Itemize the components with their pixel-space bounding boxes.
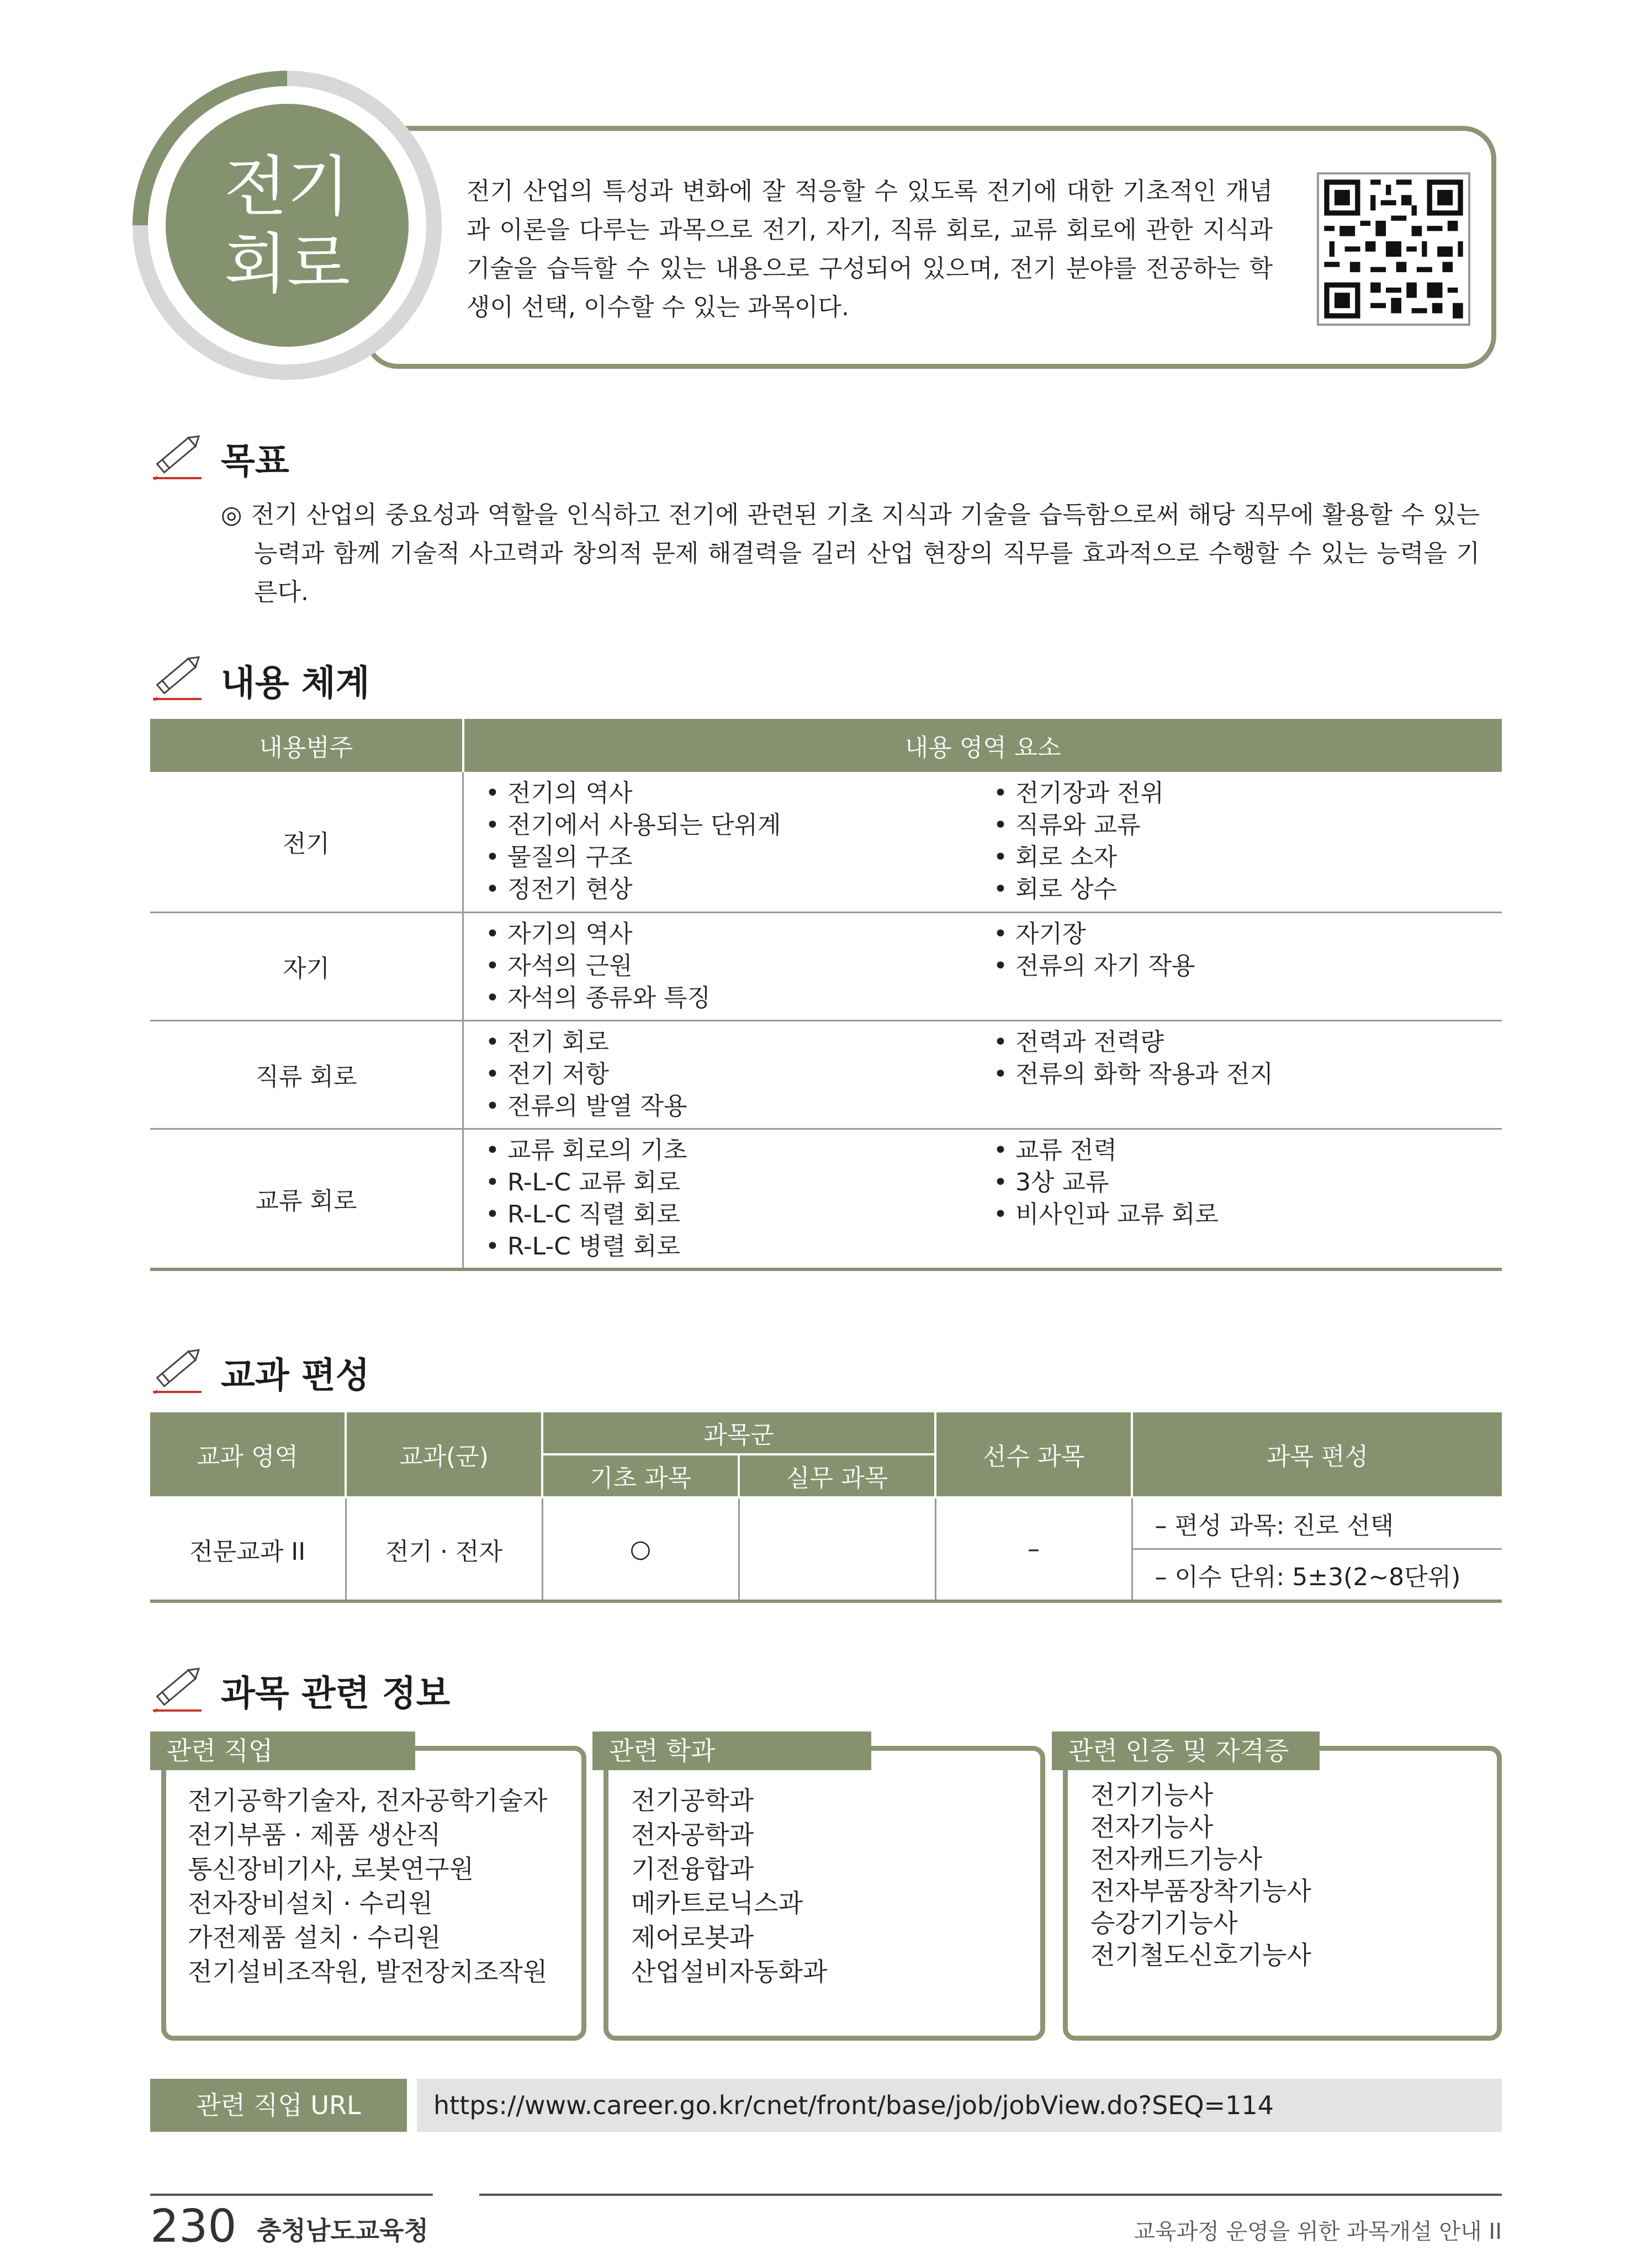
info-title: 과목 관련 정보 bbox=[221, 1674, 451, 1714]
elements-left-list bbox=[485, 777, 993, 906]
elements-left-list bbox=[485, 1135, 993, 1263]
curriculum-table bbox=[150, 1412, 1502, 1603]
header-group: 교과(군) bbox=[346, 1412, 542, 1497]
related-depts-list bbox=[631, 1783, 828, 1989]
list-item: • 전기 저항 bbox=[485, 1058, 993, 1090]
list-item: • 자기의 역사 bbox=[485, 918, 993, 950]
list-item: 메카트로닉스과 bbox=[631, 1888, 803, 1918]
elements-right-list bbox=[993, 1026, 1501, 1122]
list-item: 산업설비자동화과 bbox=[631, 1957, 828, 1987]
footer-divider-left bbox=[150, 2194, 433, 2196]
header-practical: 실무 과목 bbox=[739, 1454, 935, 1497]
list-item: • 비사인파 교류 회로 bbox=[993, 1199, 1501, 1231]
pencil-icon bbox=[146, 646, 207, 707]
list-item: 전자공학과 bbox=[631, 1820, 754, 1850]
elements-cell bbox=[463, 912, 1502, 1020]
list-item: • 전류의 화학 작용과 전지 bbox=[993, 1058, 1501, 1090]
category-cell: 교류 회로 bbox=[150, 1129, 463, 1269]
list-item: • 3상 교류 bbox=[993, 1167, 1501, 1199]
list-item: • 전기의 역사 bbox=[485, 777, 993, 809]
subject-title-line2: 회로 bbox=[224, 226, 350, 302]
list-item: • 회로 상수 bbox=[993, 873, 1501, 906]
content-table bbox=[150, 719, 1502, 1271]
list-item: 전자부품장착기능사 bbox=[1090, 1876, 1311, 1906]
elements-left-list bbox=[485, 1026, 993, 1122]
list-item: • R-L-C 직렬 회로 bbox=[485, 1199, 993, 1231]
list-item: 승강기기능사 bbox=[1090, 1908, 1238, 1938]
content-title: 내용 체계 bbox=[221, 663, 370, 704]
list-item: 기전융합과 bbox=[631, 1854, 754, 1884]
header-prereq: 선수 과목 bbox=[935, 1412, 1132, 1497]
curriculum-title: 교과 편성 bbox=[221, 1355, 370, 1396]
subject-description: 전기 산업의 특성과 변화에 잘 적응할 수 있도록 전기에 대한 기초적인 개념과 이론을 다루는 과목으로 전기, 자기, 직류 회로, 교류 회로에 관한 지식과 기술을 습득할 수 있는 내용으로 구성되어 있으며, 전기 분야를 전공하는 학생이 선택, 이수할 수 있는 과목이다. bbox=[467, 177, 1273, 321]
header-area: 교과 영역 bbox=[150, 1412, 346, 1497]
qr-code-icon bbox=[1319, 174, 1468, 324]
list-item: 전기기능사 bbox=[1090, 1780, 1214, 1810]
job-url-link[interactable]: https://www.career.go.kr/cnet/front/base/job/jobView.do?SEQ=114 bbox=[417, 2079, 1502, 2132]
elements-right-list bbox=[993, 918, 1501, 1014]
page-number: 230 bbox=[150, 2200, 237, 2253]
list-item: • 직류와 교류 bbox=[993, 809, 1501, 841]
list-item: 전자기능사 bbox=[1090, 1812, 1214, 1842]
elements-cell bbox=[463, 1020, 1502, 1129]
list-item: 전기설비조작원, 발전장치조작원 bbox=[188, 1957, 548, 1987]
list-item: • 교류 전력 bbox=[993, 1135, 1501, 1167]
list-item: • 전류의 자기 작용 bbox=[993, 950, 1501, 982]
cell-basic: ○ bbox=[542, 1497, 739, 1601]
list-item: • 전기장과 전위 bbox=[993, 777, 1501, 809]
cell-area: 전문교과 II bbox=[150, 1497, 346, 1601]
cell-org-2: – 이수 단위: 5±3(2~8단위) bbox=[1132, 1549, 1502, 1602]
elements-left-list bbox=[485, 918, 993, 1014]
header-subject-group: 과목군 bbox=[542, 1412, 935, 1454]
list-item: 전기공학과 bbox=[631, 1786, 754, 1815]
footer-organization: 충청남도교육청 bbox=[257, 2216, 429, 2246]
list-item: • 자석의 종류와 특징 bbox=[485, 982, 993, 1014]
list-item: • 전기 회로 bbox=[485, 1026, 993, 1058]
pencil-icon bbox=[146, 1658, 207, 1718]
list-item: • R-L-C 교류 회로 bbox=[485, 1167, 993, 1199]
cell-prereq: – bbox=[935, 1497, 1132, 1601]
job-url-label: 관련 직업 URL bbox=[150, 2079, 407, 2132]
list-item: 전자장비설치 · 수리원 bbox=[188, 1888, 433, 1918]
table-row bbox=[150, 1497, 1502, 1549]
content-header-category: 내용범주 bbox=[150, 719, 463, 772]
related-jobs-list bbox=[188, 1783, 547, 1989]
category-cell: 전기 bbox=[150, 772, 463, 912]
list-item: • R-L-C 병렬 회로 bbox=[485, 1231, 993, 1263]
list-item: 전기부품 · 제품 생산직 bbox=[188, 1820, 441, 1850]
table-row bbox=[150, 1129, 1502, 1269]
elements-cell bbox=[463, 772, 1502, 912]
category-cell: 직류 회로 bbox=[150, 1020, 463, 1129]
list-item: • 정전기 현상 bbox=[485, 873, 993, 906]
list-item: 제어로봇과 bbox=[631, 1923, 754, 1952]
related-certs-list bbox=[1090, 1779, 1311, 1971]
category-cell: 자기 bbox=[150, 912, 463, 1020]
pencil-icon bbox=[146, 425, 207, 486]
elements-right-list bbox=[993, 777, 1501, 906]
list-item: • 자기장 bbox=[993, 918, 1501, 950]
list-item: 가전제품 설치 · 수리원 bbox=[188, 1923, 441, 1952]
pencil-icon bbox=[146, 1339, 207, 1400]
cell-practical bbox=[739, 1497, 935, 1601]
list-item: • 자석의 근원 bbox=[485, 950, 993, 982]
list-item: 전기공학기술자, 전자공학기술자 bbox=[188, 1786, 548, 1815]
header-org: 과목 편성 bbox=[1132, 1412, 1502, 1497]
list-item: 전자캐드기능사 bbox=[1090, 1844, 1263, 1874]
subject-title-line1: 전기 bbox=[224, 149, 350, 225]
content-header-elements: 내용 영역 요소 bbox=[463, 719, 1502, 772]
list-item: • 회로 소자 bbox=[993, 841, 1501, 873]
table-row bbox=[150, 1020, 1502, 1129]
related-jobs-label: 관련 직업 bbox=[150, 1732, 415, 1770]
table-row bbox=[150, 912, 1502, 1020]
related-depts-label: 관련 학과 bbox=[592, 1732, 871, 1770]
list-item: • 물질의 구조 bbox=[485, 841, 993, 873]
subject-title-badge bbox=[166, 104, 409, 347]
cell-org-1: – 편성 과목: 진로 선택 bbox=[1132, 1497, 1502, 1549]
footer-divider-right bbox=[479, 2194, 1502, 2196]
goal-title: 목표 bbox=[221, 441, 289, 482]
qr-code[interactable] bbox=[1317, 172, 1470, 326]
header-basic: 기초 과목 bbox=[542, 1454, 739, 1497]
list-item: • 전류의 발열 작용 bbox=[485, 1090, 993, 1122]
list-item: • 전력과 전력량 bbox=[993, 1026, 1501, 1058]
list-item: • 전기에서 사용되는 단위계 bbox=[485, 809, 993, 841]
elements-cell bbox=[463, 1129, 1502, 1269]
table-row bbox=[150, 772, 1502, 912]
list-item: • 교류 회로의 기초 bbox=[485, 1135, 993, 1167]
goal-text: ◎ 전기 산업의 중요성과 역할을 인식하고 전기에 관련된 기초 지식과 기술을 습득함으로써 해당 직무에 활용할 수 있는 능력과 함께 기술적 사고력과 창의적 문제 해결력을 길러 산업 현장의 직무를 효과적으로 수행할 수 있는 능력을 기른다. bbox=[221, 501, 1480, 606]
related-certs-label: 관련 인증 및 자격증 bbox=[1052, 1732, 1320, 1770]
elements-right-list bbox=[993, 1135, 1501, 1263]
list-item: 전기철도신호기능사 bbox=[1090, 1940, 1311, 1970]
cell-group: 전기 · 전자 bbox=[346, 1497, 542, 1601]
list-item: 통신장비기사, 로봇연구원 bbox=[188, 1854, 474, 1884]
footer-document-title: 교육과정 운영을 위한 과목개설 안내 II bbox=[1134, 2219, 1502, 2244]
